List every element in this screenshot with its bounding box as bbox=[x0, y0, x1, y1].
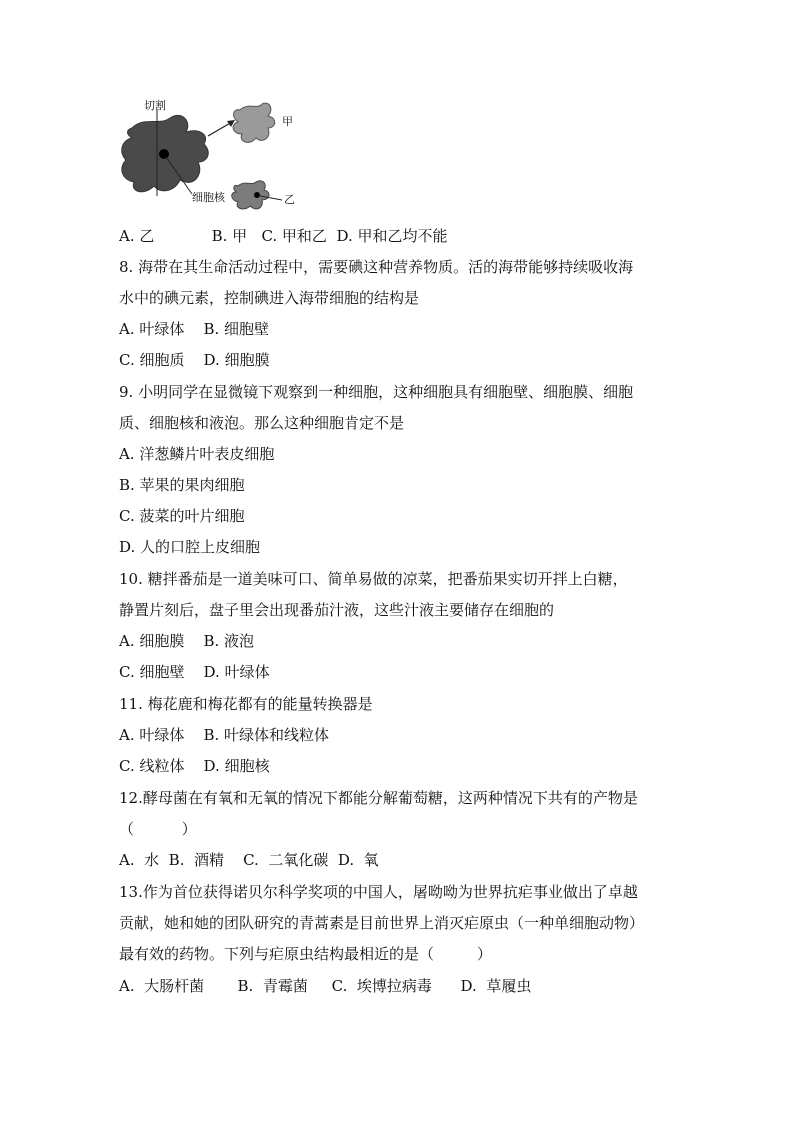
q9-option-c: C. 菠菜的叶片细胞 bbox=[119, 507, 245, 525]
q11-stem-line1: 11. 梅花鹿和梅花都有的能量转换器是 bbox=[119, 695, 373, 713]
q9-option-b: B. 苹果的果肉细胞 bbox=[119, 476, 245, 494]
q10-options-line1: A. 细胞膜 B. 液泡 bbox=[119, 632, 255, 650]
q10-stem-line1: 10. 糖拌番茄是一道美味可口、简单易做的凉菜，把番茄果实切开拌上白糖， bbox=[119, 570, 628, 588]
q11-options-line2: C. 线粒体 D. 细胞核 bbox=[119, 757, 270, 775]
cell-piece-jia bbox=[233, 103, 275, 142]
arrow-to-jia bbox=[208, 122, 232, 136]
q11-options-line1: A. 叶绿体 B. 叶绿体和线粒体 bbox=[119, 726, 330, 744]
q10-options-line2: C. 细胞壁 D. 叶绿体 bbox=[119, 663, 270, 681]
q12-stem-line1: 12.酵母菌在有氧和无氧的情况下都能分解葡萄糖，这两种情况下共有的产物是 bbox=[119, 789, 638, 807]
label-cut: 切割 bbox=[144, 99, 166, 112]
q12-options: A. 水 B. 酒精 C. 二氧化碳 D. 氧 bbox=[119, 851, 379, 869]
cell-piece-yi bbox=[232, 181, 269, 209]
q13-stem-line1: 13.作为首位获得诺贝尔科学奖项的中国人，屠呦呦为世界抗疟事业做出了卓越 bbox=[119, 883, 638, 901]
q13-options: A. 大肠杆菌 B. 青霉菌 C. 埃博拉病毒 D. 草履虫 bbox=[119, 977, 532, 995]
q12-stem-line2: （ ） bbox=[119, 820, 197, 838]
yi-nucleus-dot bbox=[254, 192, 260, 198]
q8-stem-line1: 8. 海带在其生命活动过程中，需要碘这种营养物质。活的海带能够持续吸收海 bbox=[119, 258, 634, 276]
q10-stem-line2: 静置片刻后，盘子里会出现番茄汁液，这些汁液主要储存在细胞的 bbox=[119, 601, 555, 619]
q9-option-d: D. 人的口腔上皮细胞 bbox=[119, 538, 261, 556]
q9-stem-line2: 质、细胞核和液泡。那么这种细胞肯定不是 bbox=[119, 414, 405, 432]
q8-options-line2: C. 细胞质 D. 细胞膜 bbox=[119, 351, 270, 369]
q7-options: A. 乙 B. 甲 C. 甲和乙 D. 甲和乙均不能 bbox=[119, 227, 448, 245]
label-yi: 乙 bbox=[284, 193, 295, 206]
q8-stem-line2: 水中的碘元素，控制碘进入海带细胞的结构是 bbox=[119, 289, 420, 307]
cell-cutting-figure bbox=[112, 96, 322, 216]
q9-option-a: A. 洋葱鳞片叶表皮细胞 bbox=[119, 445, 275, 463]
q13-stem-line2: 贡献，她和她的团队研究的青蒿素是目前世界上消灭疟原虫（一种单细胞动物） bbox=[119, 914, 645, 932]
label-jia: 甲 bbox=[282, 115, 293, 128]
label-nucleus: 细胞核 bbox=[192, 191, 225, 204]
q9-stem-line1: 9. 小明同学在显微镜下观察到一种细胞，这种细胞具有细胞壁、细胞膜、细胞 bbox=[119, 383, 634, 401]
nucleus-dot bbox=[159, 149, 169, 159]
q8-options-line1: A. 叶绿体 B. 细胞壁 bbox=[119, 320, 270, 338]
q13-stem-line3: 最有效的药物。下列与疟原虫结构最相近的是（ ） bbox=[119, 945, 492, 963]
